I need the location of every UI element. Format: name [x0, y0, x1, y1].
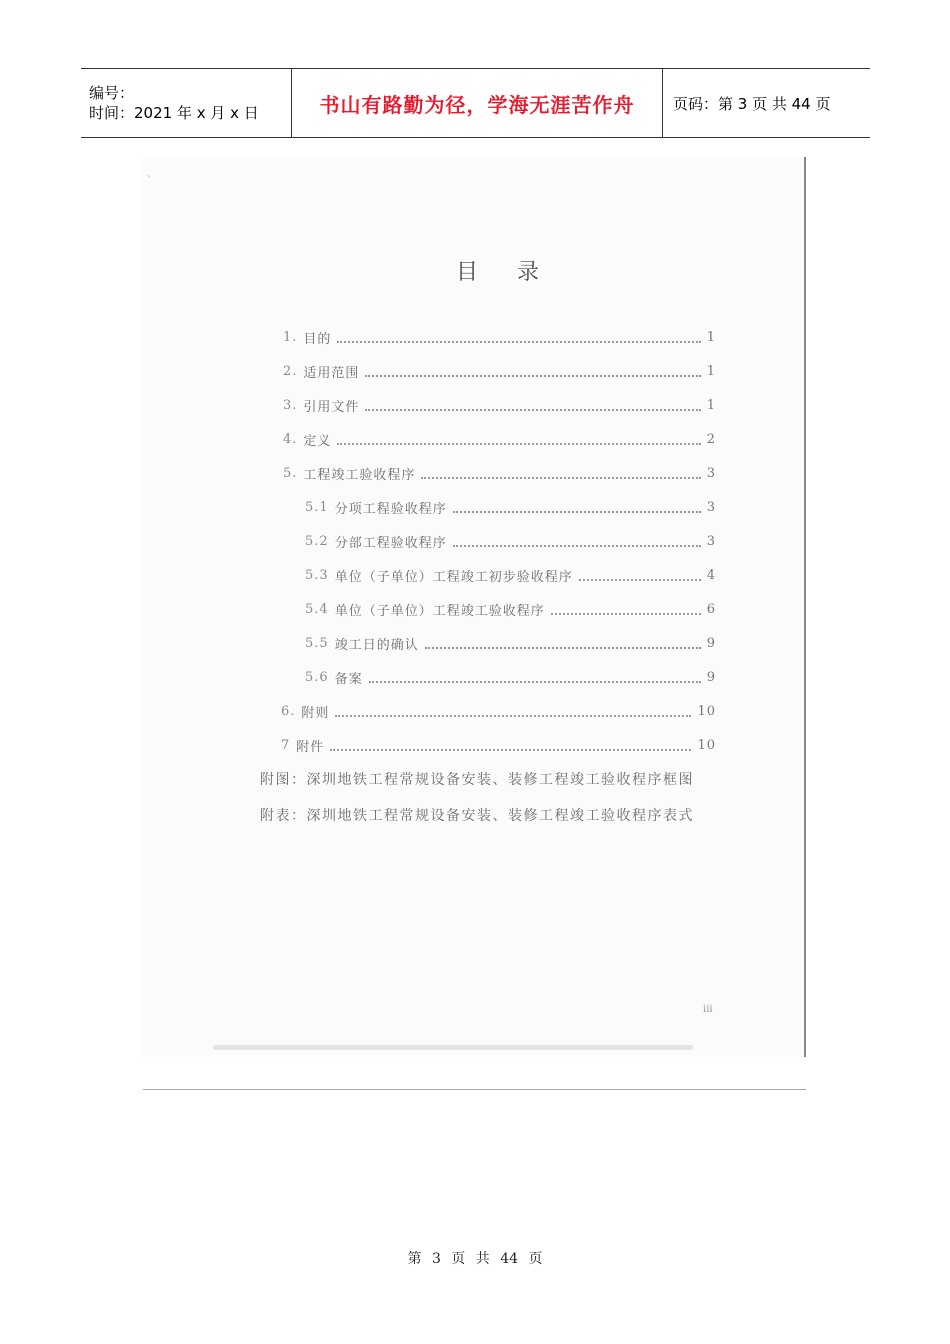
- scan-speck: 、: [147, 169, 157, 180]
- toc-entry-text: 目的: [303, 331, 332, 347]
- document-number-label: 编号：: [89, 84, 135, 102]
- appendix-table-line: 附表：深圳地铁工程常规设备安装、装修工程竣工验收程序表式: [260, 808, 694, 824]
- header-motto-cell: [292, 69, 663, 137]
- toc-dot-leader: [365, 400, 700, 411]
- toc-entry-number: 5.5: [305, 635, 329, 651]
- toc-entry: [305, 497, 716, 517]
- toc-entry-text: 定义: [303, 433, 332, 449]
- toc-entry: [281, 735, 716, 755]
- toc-entry-page: 10: [697, 737, 716, 753]
- toc-entry-text: 竣工日的确认: [334, 637, 419, 653]
- header-motto: 书山有路勤为径，学海无涯苦作舟: [319, 92, 635, 117]
- toc-entry-page: 9: [706, 669, 716, 685]
- toc-entry-page: 3: [706, 499, 716, 515]
- toc-dot-leader: [369, 672, 701, 683]
- toc-entry-page: 2: [706, 431, 716, 447]
- toc-entry-text: 分部工程验收程序: [334, 535, 447, 551]
- toc-entry: [281, 701, 716, 721]
- toc-entry-page: 1: [706, 397, 716, 413]
- toc-entry: [283, 429, 716, 449]
- toc-entry-number: 1.: [283, 329, 298, 345]
- toc-entry-number: 5.3: [305, 567, 329, 583]
- toc-entry-page: 6: [706, 601, 716, 617]
- toc-entry-text: 备案: [334, 671, 363, 687]
- appendix-figure-line: 附图：深圳地铁工程常规设备安装、装修工程竣工验收程序框图: [260, 772, 694, 788]
- toc-entry-text: 单位（子单位）工程竣工初步验收程序: [334, 569, 573, 585]
- toc-entry-text: 附件: [296, 739, 325, 755]
- toc-dot-leader: [365, 366, 700, 377]
- footer-page-number: 第 3 页 共 44 页: [407, 1251, 543, 1267]
- toc-entry-number: 5.1: [305, 499, 329, 515]
- toc-entry: [305, 599, 716, 619]
- toc-dot-leader: [453, 536, 701, 547]
- toc-entry-text: 引用文件: [303, 399, 360, 415]
- toc-dot-leader: [337, 434, 700, 445]
- footer-divider: [143, 1089, 806, 1090]
- toc-entry: [283, 361, 716, 381]
- toc-entry-page: 10: [697, 703, 716, 719]
- toc-dot-leader: [425, 638, 701, 649]
- scan-border: [804, 157, 806, 1057]
- toc-entry: [305, 531, 716, 551]
- scanned-page: [143, 157, 806, 1057]
- toc-dot-leader: [335, 706, 691, 717]
- toc-entry-page: 9: [706, 635, 716, 651]
- toc-dot-leader: [551, 604, 701, 615]
- toc-entry-number: 5.: [283, 465, 298, 481]
- toc-entry: [305, 667, 716, 687]
- toc-entry-text: 工程竣工验收程序: [303, 467, 416, 483]
- toc-entry: [283, 395, 716, 415]
- document-time-label: 时间：2021 年 x 月 x 日: [89, 104, 259, 122]
- header-meta: [81, 69, 292, 137]
- toc-dot-leader: [337, 332, 700, 343]
- toc-entry-number: 7: [281, 737, 291, 753]
- toc-entry-number: 4.: [283, 431, 298, 447]
- toc-entry-page: 1: [706, 363, 716, 379]
- toc-title: 目 录: [456, 260, 555, 285]
- scan-page-number: iii: [703, 1004, 713, 1015]
- toc-entry-page: 4: [706, 567, 716, 583]
- toc-entry-number: 6.: [281, 703, 296, 719]
- toc-entry-page: 3: [706, 465, 716, 481]
- toc-entry-text: 分项工程验收程序: [334, 501, 447, 517]
- toc-entry-page: 3: [706, 533, 716, 549]
- toc-entry: [305, 633, 716, 653]
- toc-entry-text: 适用范围: [303, 365, 360, 381]
- toc-entry-text: 单位（子单位）工程竣工验收程序: [334, 603, 545, 619]
- toc-entry-page: 1: [706, 329, 716, 345]
- toc-entry-number: 5.4: [305, 601, 329, 617]
- toc-entry: [305, 565, 716, 585]
- toc-dot-leader: [579, 570, 701, 581]
- toc-dot-leader: [421, 468, 700, 479]
- document-header: [81, 68, 870, 138]
- toc-dot-leader: [330, 740, 691, 751]
- header-page-cell: [663, 69, 870, 137]
- toc-entry-number: 3.: [283, 397, 298, 413]
- toc-entry-number: 5.6: [305, 669, 329, 685]
- toc-entry-number: 5.2: [305, 533, 329, 549]
- toc-entry-text: 附则: [301, 705, 330, 721]
- toc-entry: [283, 463, 716, 483]
- toc-entry-number: 2.: [283, 363, 298, 379]
- toc-dot-leader: [453, 502, 701, 513]
- header-page-label: 页码：第 3 页 共 44 页: [673, 94, 831, 113]
- scan-smudge: [213, 1045, 693, 1050]
- toc-entry: [283, 327, 716, 347]
